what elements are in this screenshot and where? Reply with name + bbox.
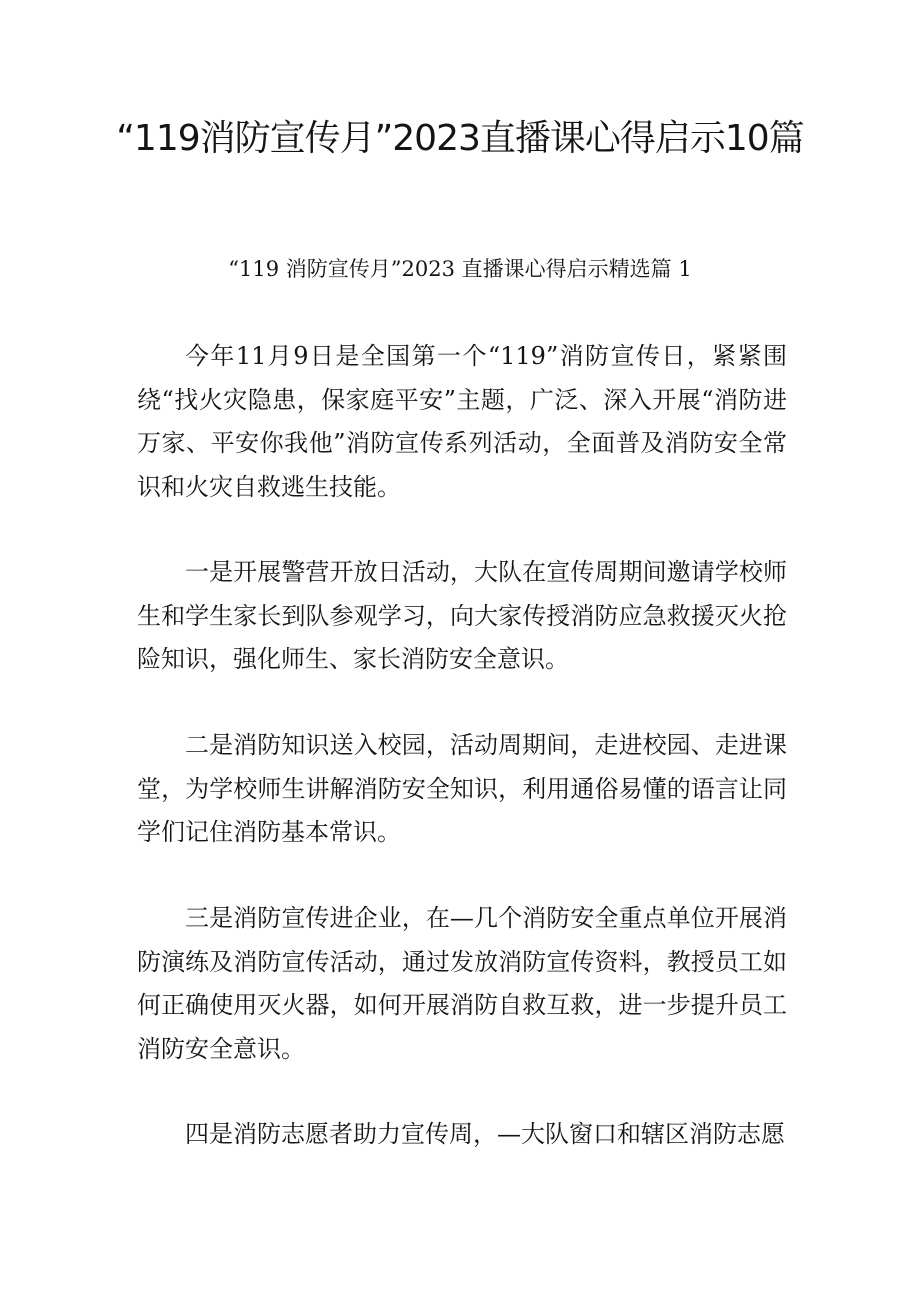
paragraph-point-2: 二是消防知识送入校园，活动周期间，走进校园、走进课堂，为学校师生讲解消防安全知识，利用通俗易懂的语言让同学们记住消防基本常识。 (137, 731, 787, 846)
document-title: “119消防宣传月”2023直播课心得启示10篇 (116, 118, 804, 159)
paragraph-intro: 今年11月9日是全国第一个“119”消防宣传日，紧紧围绕“找火灾隐患，保家庭平安”主题，广泛、深入开展“消防进万家、平安你我他”消防宣传系列活动，全面普及消防安全常识和火灾自救逃生技能。 (137, 342, 787, 501)
paragraph-point-3: 三是消防宣传进企业，在—几个消防安全重点单位开展消防演练及消防宣传活动，通过发放消防宣传资料，教授员工如何正确使用灭火器，如何开展消防自救互救，进一步提升员工消防安全意识。 (137, 904, 787, 1063)
section-heading: “119 消防宣传月”2023 直播课心得启示精选篇 1 (228, 257, 692, 281)
paragraph-point-1: 一是开展警营开放日活动，大队在宣传周期间邀请学校师生和学生家长到队参观学习，向大家传授消防应急救援灭火抢险知识，强化师生、家长消防安全意识。 (137, 558, 787, 673)
paragraph-point-4: 四是消防志愿者助力宣传周，—大队窗口和辖区消防志愿 (185, 1120, 785, 1148)
